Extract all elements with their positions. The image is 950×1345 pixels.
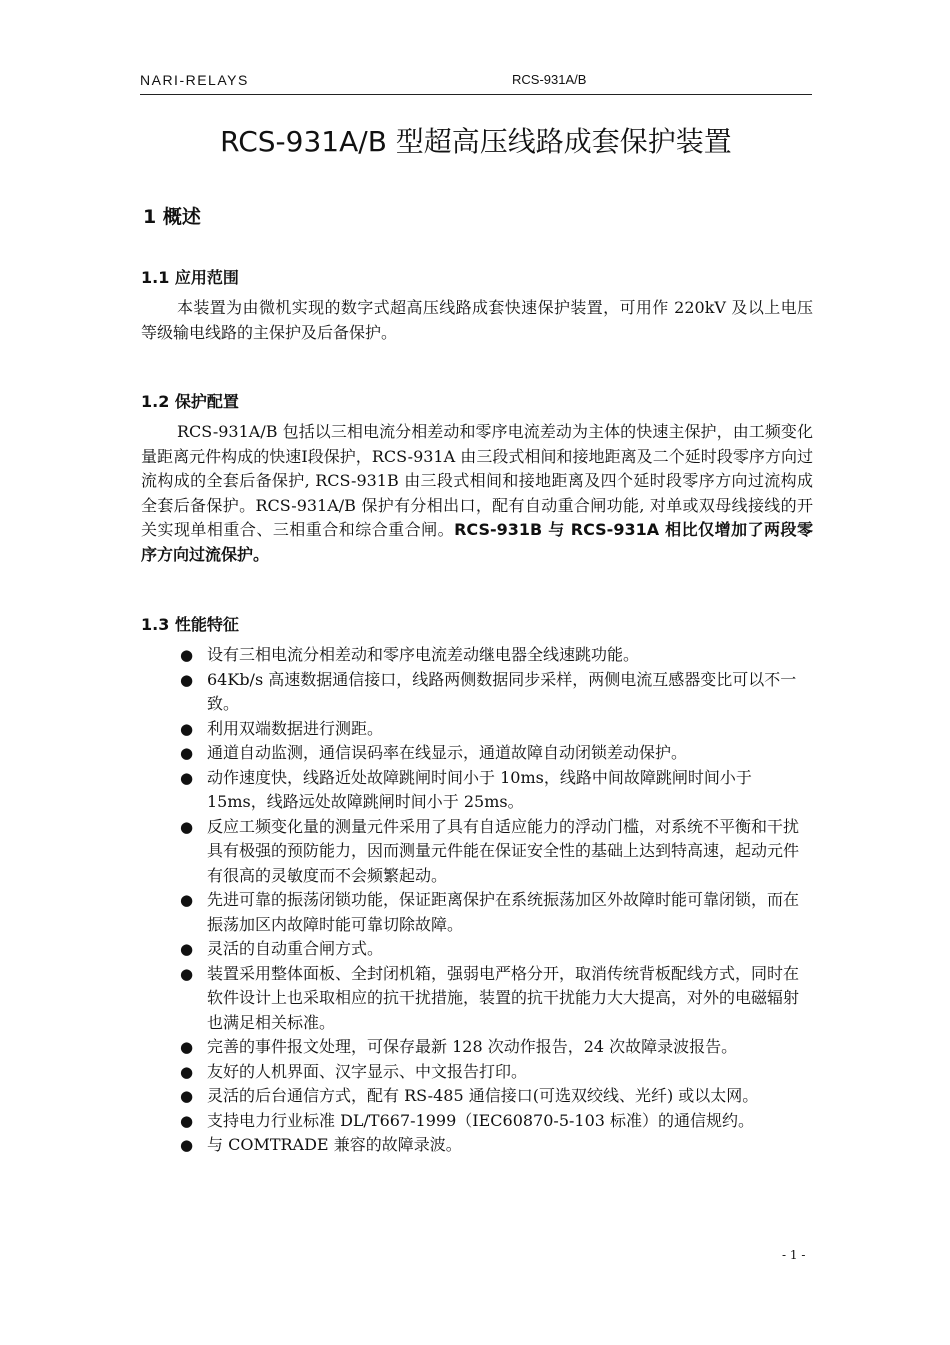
page-header: [140, 72, 812, 95]
feature-item-text: 设有三相电流分相差动和零序电流差动继电器全线速跳功能。: [207, 645, 640, 664]
feature-item-text: 与 COMTRADE 兼容的故障录波。: [207, 1135, 462, 1154]
feature-item-text: 通道自动监测，通信误码率在线显示，通道故障自动闭锁差动保护。: [207, 743, 688, 762]
feature-item-text: 支持电力行业标准 DL/T667-1999（IEC60870-5-103 标准）的通信规约。: [207, 1110, 755, 1130]
feature-list: [180, 643, 812, 1158]
section-1-2-heading: 1.2 保护配置: [141, 392, 239, 411]
feature-item-text: 完善的事件报文处理，可保存最新 128 次动作报告，24 次故障录波报告。: [207, 1037, 738, 1056]
feature-item-text: 64Kb/s 高速数据通信接口，线路两侧数据同步采样，两侧电流互感器变比可以不一致。: [207, 669, 797, 713]
bullet-icon: ●: [180, 891, 194, 909]
section-1-2-body: RCS-931A/B 包括以三相电流分相差动和零序电流差动为主体的快速主保护，由工频变化量距离元件构成的快速Ⅰ段保护，RCS-931A 由三段式相间和接地距离及二个延时段零序方向过流构成的全套后备保护, RCS-931B 由三段式相间和接地距离及四个延时段零序方向过流构成全套后备保护。RCS-931A/B 保护有分相出口，配有自动重合闸功能, 对单或双母线接线的开关实现单相重合、三相重合和综合重合闸。: [141, 422, 813, 539]
feature-item: [180, 1060, 812, 1085]
section-1-1-text: 本装置为由微机实现的数字式超高压线路成套快速保护装置，可用作 220kV 及以上电压等级输电线路的主保护及后备保护。: [141, 298, 813, 342]
header-model: RCS-931A/B: [512, 72, 587, 87]
page-number: - 1 -: [782, 1248, 806, 1262]
header-company: NARI-RELAYS: [140, 72, 249, 88]
feature-item: [180, 766, 812, 815]
bullet-icon: ●: [180, 1038, 194, 1056]
feature-item-text: 先进可靠的振荡闭锁功能，保证距离保护在系统振荡加区外故障时能可靠闭锁，而在振荡加区内故障时能可靠切除故障。: [207, 890, 800, 934]
bullet-icon: ●: [180, 817, 194, 836]
bullet-icon: ●: [180, 670, 194, 689]
feature-item: [180, 888, 812, 937]
bullet-icon: ●: [180, 744, 194, 762]
document-title: RCS-931A/B 型超高压线路成套保护装置: [220, 125, 732, 158]
bullet-icon: ●: [180, 719, 194, 738]
feature-item: [180, 1109, 812, 1134]
section-1-2-text: [141, 420, 813, 567]
bullet-icon: ●: [180, 646, 194, 664]
feature-item: [180, 717, 812, 742]
bullet-icon: ●: [180, 964, 194, 983]
feature-item-text: 灵活的后台通信方式，配有 RS-485 通信接口(可选双绞线、光纤) 或以太网。: [207, 1086, 759, 1105]
feature-item: [180, 1133, 812, 1158]
feature-item-text: 动作速度快，线路近处故障跳闸时间小于 10ms，线路中间故障跳闸时间小于 15ms，线路远处故障跳闸时间小于 25ms。: [207, 767, 752, 811]
feature-item-text: 利用双端数据进行测距。: [207, 718, 384, 738]
feature-item: [180, 668, 812, 717]
feature-item: [180, 741, 812, 766]
feature-item: [180, 815, 812, 889]
feature-item: [180, 1035, 812, 1060]
feature-item: [180, 643, 812, 668]
bullet-icon: ●: [180, 1136, 194, 1154]
section-1-1-heading: 1.1 应用范围: [141, 268, 239, 287]
feature-item-text: 友好的人机界面、汉字显示、中文报告打印。: [207, 1061, 528, 1081]
bullet-icon: ●: [180, 1087, 194, 1105]
section-1-heading: 1 概述: [143, 206, 201, 228]
bullet-icon: ●: [180, 1062, 194, 1081]
feature-item-text: 反应工频变化量的测量元件采用了具有自适应能力的浮动门槛，对系统不平衡和干扰具有极强的预防能力，因而测量元件能在保证安全性的基础上达到特高速，起动元件有很高的灵敏度而不会频繁起动。: [207, 816, 800, 885]
bullet-icon: ●: [180, 1111, 194, 1130]
feature-item: [180, 962, 812, 1036]
section-1-2-bold-note: RCS-931B 与 RCS-931A 相比仅增加了两段零序方向过流保护。: [141, 520, 813, 564]
feature-item-text: 装置采用整体面板、全封闭机箱，强弱电严格分开，取消传统背板配线方式，同时在软件设计上也采取相应的抗干扰措施，装置的抗干扰能力大大提高，对外的电磁辐射也满足相关标准。: [207, 963, 800, 1032]
bullet-icon: ●: [180, 940, 194, 958]
feature-item: [180, 937, 812, 962]
feature-item: [180, 1084, 812, 1109]
bullet-icon: ●: [180, 768, 194, 787]
section-1-3-heading: 1.3 性能特征: [141, 615, 239, 634]
feature-item-text: 灵活的自动重合闸方式。: [207, 939, 384, 958]
